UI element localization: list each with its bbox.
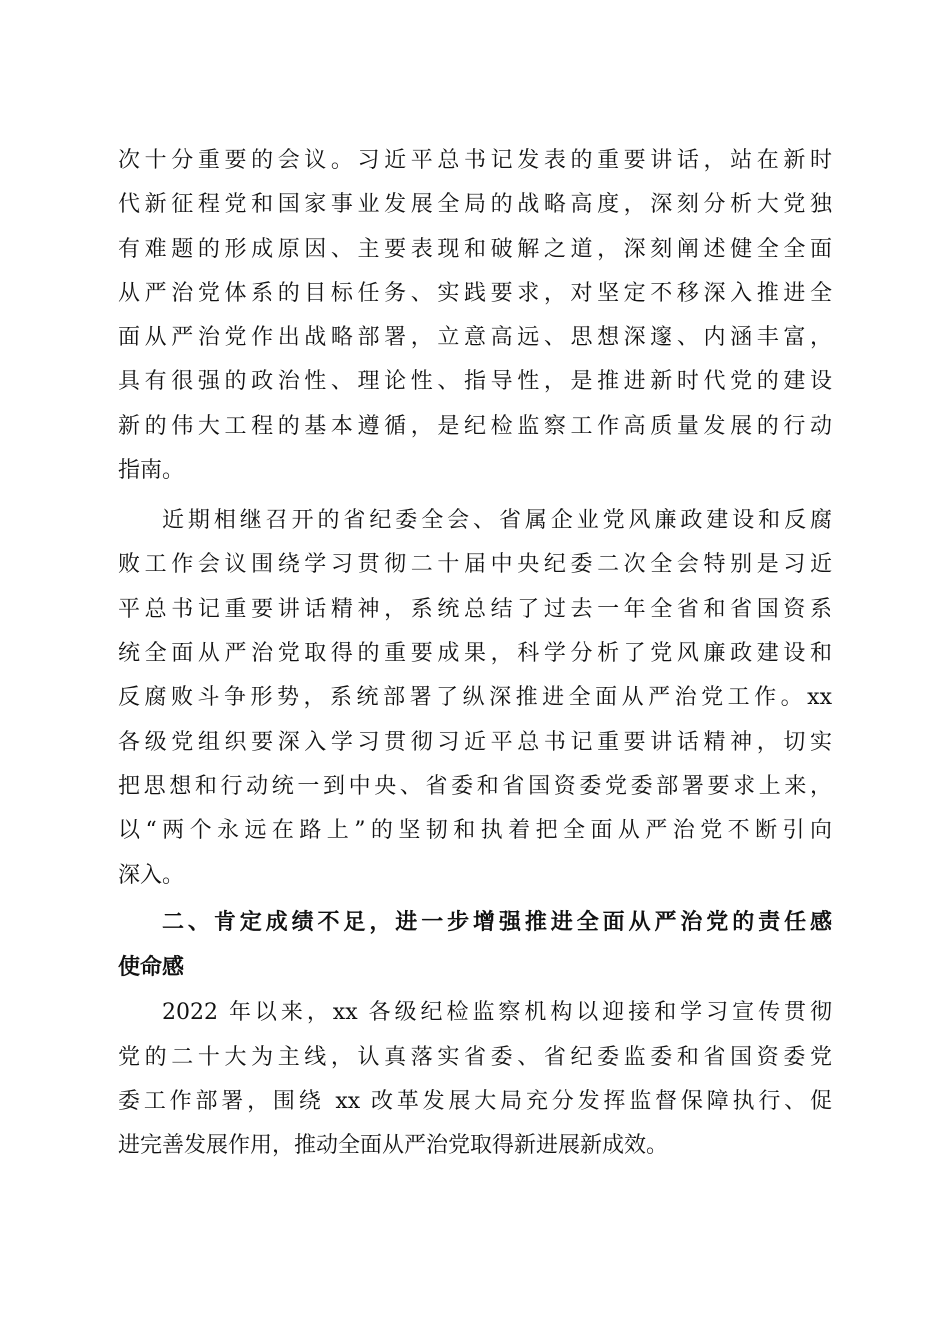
document-body — [118, 0, 832, 1344]
paragraph-line: 面从严治党作出战略部署，立意高远、思想深邃、内涵丰富， — [118, 325, 832, 350]
paragraph-line: 深入。 — [118, 863, 185, 888]
paragraph-line: 以“两个永远在路上”的坚韧和执着把全面从严治党不断引向 — [118, 818, 832, 843]
paragraph-line: 从严治党体系的目标任务、实践要求，对坚定不移深入推进全 — [118, 281, 832, 306]
paragraph-line: 把思想和行动统一到中央、省委和省国资委党委部署要求上来， — [118, 774, 832, 799]
paragraph-line: 具有很强的政治性、理论性、指导性，是推进新时代党的建设 — [118, 369, 832, 394]
paragraph-line: 次十分重要的会议。习近平总书记发表的重要讲话，站在新时 — [118, 148, 832, 173]
paragraph-line: 新的伟大工程的基本遵循，是纪检监察工作高质量发展的行动 — [118, 414, 832, 439]
paragraph-line: 平总书记重要讲话精神，系统总结了过去一年全省和省国资系 — [118, 597, 832, 622]
section-heading-line: 二、肯定成绩不足，进一步增强推进全面从严治党的责任感 — [162, 910, 832, 935]
paragraph-line: 指南。 — [118, 458, 185, 483]
paragraph-line: 反腐败斗争形势，系统部署了纵深推进全面从严治党工作。xx — [118, 685, 832, 710]
paragraph-line: 进完善发展作用，推动全面从严治党取得新进展新成效。 — [118, 1133, 669, 1158]
paragraph-line: 代新征程党和国家事业发展全局的战略高度，深刻分析大党独 — [118, 192, 832, 217]
paragraph-line: 统全面从严治党取得的重要成果，科学分析了党风廉政建设和 — [118, 641, 832, 666]
paragraph-line: 有难题的形成原因、主要表现和破解之道，深刻阐述健全全面 — [118, 237, 832, 262]
paragraph-line: 2022 年以来，xx 各级纪检监察机构以迎接和学习宣传贯彻 — [162, 1000, 832, 1025]
paragraph-line: 党的二十大为主线，认真落实省委、省纪委监委和省国资委党 — [118, 1045, 832, 1070]
paragraph-line: 败工作会议围绕学习贯彻二十届中央纪委二次全会特别是习近 — [118, 552, 832, 577]
section-heading-line: 使命感 — [118, 955, 185, 980]
paragraph-line: 各级党组织要深入学习贯彻习近平总书记重要讲话精神，切实 — [118, 730, 832, 755]
paragraph-line: 委工作部署，围绕 xx 改革发展大局充分发挥监督保障执行、促 — [118, 1089, 832, 1114]
paragraph-line: 近期相继召开的省纪委全会、省属企业党风廉政建设和反腐 — [162, 508, 832, 533]
